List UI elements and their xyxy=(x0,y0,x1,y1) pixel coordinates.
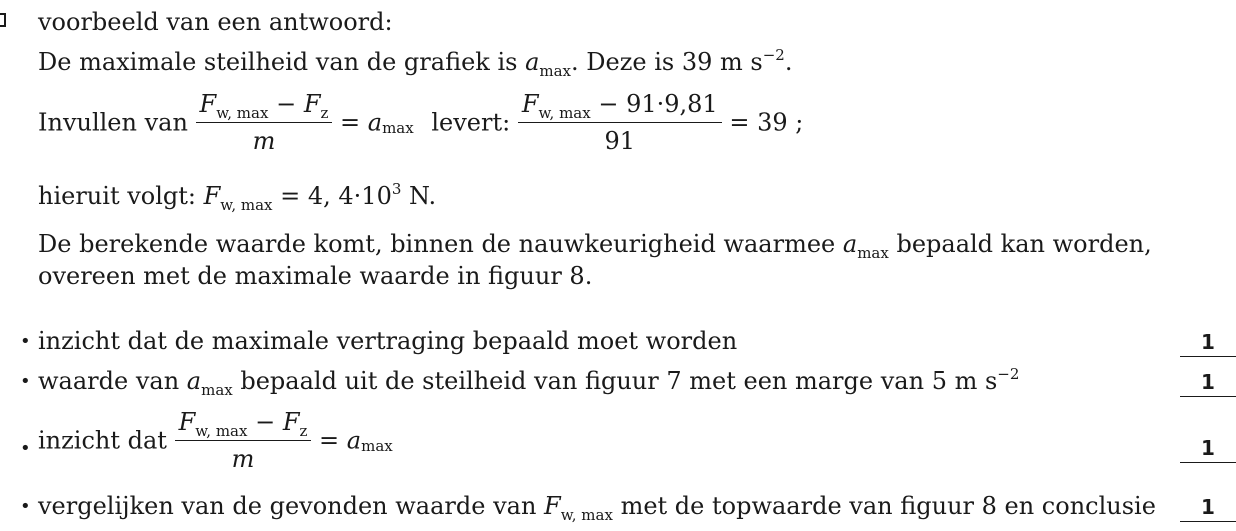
answer-line-3: hieruit volgt: $F_{w, max} = 4$, $4\cdot 10^3$ N. xyxy=(38,180,437,214)
answer-line-5: overeen met de maximale waarde in figuur 8. xyxy=(38,262,593,290)
bullet-3: • xyxy=(20,438,31,459)
intro-text: voorbeeld van een antwoord: xyxy=(38,8,393,36)
answer-line-4: De berekende waarde komt, binnen de nauwkeurigheid waarmee $a_{max}$ bepaald kan worden, xyxy=(38,230,1152,262)
score-4: 1 xyxy=(1180,495,1236,522)
answer-line-1: De maximale steilheid van de grafiek is $a_{max}$. Deze is 39 m $s^{-2}$. xyxy=(38,46,793,80)
checkbox-marker xyxy=(0,13,6,27)
criterion-1: inzicht dat de maximale vertraging bepaald moet worden xyxy=(38,327,738,355)
criterion-3: inzicht dat $\frac{F_{w, max} - F_z}{m}$ = $a_{max}$ xyxy=(38,408,393,473)
fraction-force: $\frac{F_{w, max} - F_z}{m}$ xyxy=(196,92,333,153)
fraction-numeric: $\frac{F_{w, max} - 91\cdot 9,81}{91}$ xyxy=(518,92,722,153)
bullet-4: • xyxy=(20,496,31,517)
fraction-criterion: $\frac{F_{w, max} - F_z}{m}$ xyxy=(175,410,312,471)
score-1: 1 xyxy=(1180,330,1236,357)
criterion-4: vergelijken van de gevonden waarde van $F_{w, max}$ met de topwaarde van figuur 8 en conclusie xyxy=(38,492,1156,524)
score-2: 1 xyxy=(1180,370,1236,397)
criterion-2: waarde van $a_{max}$ bepaald uit de steilheid van figuur 7 met een marge van 5 m $s^{-2}$ xyxy=(38,365,1020,399)
bullet-2: • xyxy=(20,371,31,392)
score-3: 1 xyxy=(1180,436,1236,463)
bullet-1: • xyxy=(20,331,31,352)
answer-line-2: Invullen van $\frac{F_{w, max} - F_z}{m}$ = $a_{max}$ levert: $\frac{F_{w, max} - 91\cdot 9,81}{91}$ = 39 ; xyxy=(38,90,804,155)
